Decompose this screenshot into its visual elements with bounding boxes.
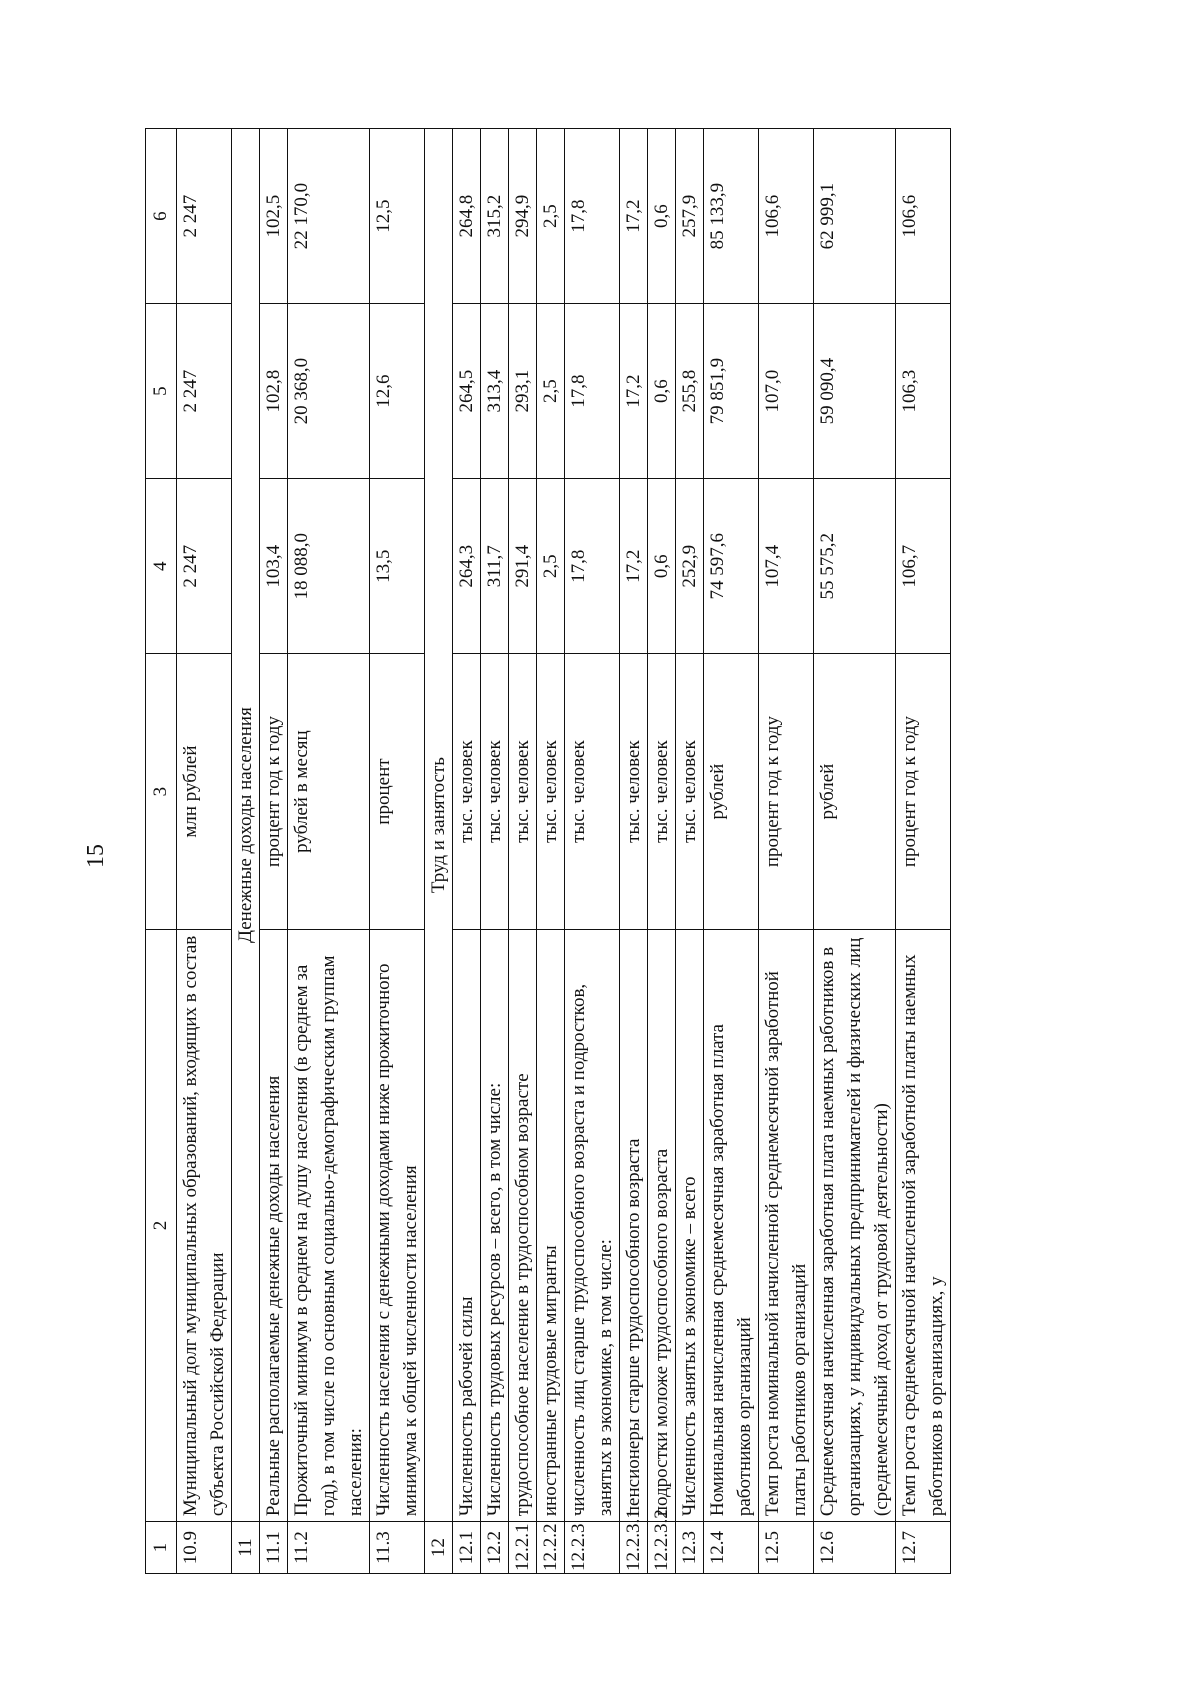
indicator-name-cell: численность лиц старше трудоспособного возраста и подростков, занятых в экономике, в том числе: bbox=[565, 929, 620, 1521]
table-row bbox=[509, 129, 537, 1574]
value-col4-cell: 74 597,6 bbox=[704, 479, 759, 654]
value-col6-cell: 264,8 bbox=[453, 129, 481, 304]
value-col6-cell: 22 170,0 bbox=[288, 129, 370, 304]
indicator-name-cell: трудоспособное население в трудоспособном возрасте bbox=[509, 929, 537, 1521]
table-row bbox=[453, 129, 481, 1574]
indicator-name-cell: Численность населения с денежными доходами ниже прожиточного минимума к общей численности населения bbox=[370, 929, 425, 1521]
unit-cell: тыс. человек bbox=[453, 654, 481, 930]
header-cell-4: 4 bbox=[146, 479, 177, 654]
indicator-name-cell: Темп роста среднемесячной начисленной заработной платы наемных работников в организациях, у bbox=[896, 929, 951, 1521]
value-col5-cell: 102,8 bbox=[260, 304, 288, 479]
value-col6-cell: 0,6 bbox=[648, 129, 676, 304]
row-number-cell: 12.2 bbox=[481, 1522, 509, 1574]
value-col5-cell: 106,3 bbox=[896, 304, 951, 479]
value-col5-cell: 59 090,4 bbox=[814, 304, 896, 479]
value-col6-cell: 315,2 bbox=[481, 129, 509, 304]
value-col6-cell: 2 247 bbox=[177, 129, 232, 304]
table-header-row bbox=[146, 129, 177, 1574]
table-row bbox=[814, 129, 896, 1574]
header-cell-1: 1 bbox=[146, 1522, 177, 1574]
unit-cell: рублей bbox=[704, 654, 759, 930]
header-cell-2: 2 bbox=[146, 929, 177, 1521]
value-col6-cell: 85 133,9 bbox=[704, 129, 759, 304]
table-row bbox=[759, 129, 814, 1574]
value-col4-cell: 291,4 bbox=[509, 479, 537, 654]
value-col4-cell: 2,5 bbox=[537, 479, 565, 654]
row-number-cell: 11.2 bbox=[288, 1522, 370, 1574]
unit-cell: тыс. человек bbox=[509, 654, 537, 930]
rotated-table-container bbox=[145, 128, 1079, 1574]
unit-cell: тыс. человек bbox=[676, 654, 704, 930]
header-cell-6: 6 bbox=[146, 129, 177, 304]
table-row bbox=[177, 129, 232, 1574]
value-col5-cell: 79 851,9 bbox=[704, 304, 759, 479]
value-col4-cell: 17,2 bbox=[620, 479, 648, 654]
row-number-cell: 12.2.2 bbox=[537, 1522, 565, 1574]
value-col5-cell: 107,0 bbox=[759, 304, 814, 479]
value-col4-cell: 2 247 bbox=[177, 479, 232, 654]
row-number-cell: 12.2.3.1 bbox=[620, 1522, 648, 1574]
value-col6-cell: 102,5 bbox=[260, 129, 288, 304]
unit-cell: процент год к году bbox=[260, 654, 288, 930]
row-number-cell: 12.2.3 bbox=[565, 1522, 620, 1574]
value-col6-cell: 106,6 bbox=[896, 129, 951, 304]
value-col4-cell: 13,5 bbox=[370, 479, 425, 654]
unit-cell: тыс. человек bbox=[565, 654, 620, 930]
value-col5-cell: 2,5 bbox=[537, 304, 565, 479]
unit-cell: тыс. человек bbox=[481, 654, 509, 930]
section-title-cell: Труд и занятость bbox=[425, 129, 453, 1522]
table-row bbox=[676, 129, 704, 1574]
value-col5-cell: 17,2 bbox=[620, 304, 648, 479]
section-row bbox=[232, 129, 260, 1574]
value-col4-cell: 264,3 bbox=[453, 479, 481, 654]
unit-cell: процент bbox=[370, 654, 425, 930]
row-number-cell: 12.2.1 bbox=[509, 1522, 537, 1574]
value-col5-cell: 313,4 bbox=[481, 304, 509, 479]
row-number-cell: 12.2.3.2 bbox=[648, 1522, 676, 1574]
header-cell-5: 5 bbox=[146, 304, 177, 479]
indicators-table bbox=[145, 128, 951, 1574]
table-row bbox=[620, 129, 648, 1574]
section-number-cell: 12 bbox=[425, 1522, 453, 1574]
table-row bbox=[260, 129, 288, 1574]
page-number: 15 bbox=[83, 844, 109, 868]
unit-cell: процент год к году bbox=[759, 654, 814, 930]
row-number-cell: 12.6 bbox=[814, 1522, 896, 1574]
section-number-cell: 11 bbox=[232, 1522, 260, 1574]
row-number-cell: 12.1 bbox=[453, 1522, 481, 1574]
value-col5-cell: 12,6 bbox=[370, 304, 425, 479]
value-col4-cell: 311,7 bbox=[481, 479, 509, 654]
table-row bbox=[537, 129, 565, 1574]
unit-cell: процент год к году bbox=[896, 654, 951, 930]
value-col6-cell: 17,2 bbox=[620, 129, 648, 304]
value-col4-cell: 18 088,0 bbox=[288, 479, 370, 654]
value-col5-cell: 17,8 bbox=[565, 304, 620, 479]
table-row bbox=[896, 129, 951, 1574]
value-col4-cell: 55 575,2 bbox=[814, 479, 896, 654]
value-col4-cell: 103,4 bbox=[260, 479, 288, 654]
table-body bbox=[146, 129, 951, 1574]
unit-cell: тыс. человек bbox=[537, 654, 565, 930]
row-number-cell: 12.3 bbox=[676, 1522, 704, 1574]
unit-cell: млн рублей bbox=[177, 654, 232, 930]
indicator-name-cell: Численность рабочей силы bbox=[453, 929, 481, 1521]
value-col4-cell: 17,8 bbox=[565, 479, 620, 654]
value-col6-cell: 2,5 bbox=[537, 129, 565, 304]
value-col6-cell: 17,8 bbox=[565, 129, 620, 304]
value-col6-cell: 12,5 bbox=[370, 129, 425, 304]
table-row bbox=[704, 129, 759, 1574]
indicator-name-cell: Прожиточный минимум в среднем на душу населения (в среднем за год), в том числе по основным социально-демографическим группам населения: bbox=[288, 929, 370, 1521]
value-col4-cell: 252,9 bbox=[676, 479, 704, 654]
value-col5-cell: 293,1 bbox=[509, 304, 537, 479]
table-row bbox=[370, 129, 425, 1574]
value-col6-cell: 62 999,1 bbox=[814, 129, 896, 304]
header-cell-3: 3 bbox=[146, 654, 177, 930]
indicator-name-cell: пенсионеры старше трудоспособного возраста bbox=[620, 929, 648, 1521]
table-row bbox=[648, 129, 676, 1574]
value-col5-cell: 255,8 bbox=[676, 304, 704, 479]
indicator-name-cell: Номинальная начисленная среднемесячная заработная плата работников организаций bbox=[704, 929, 759, 1521]
indicator-name-cell: Численность занятых в экономике – всего bbox=[676, 929, 704, 1521]
value-col6-cell: 106,6 bbox=[759, 129, 814, 304]
value-col4-cell: 106,7 bbox=[896, 479, 951, 654]
row-number-cell: 12.5 bbox=[759, 1522, 814, 1574]
indicator-name-cell: Темп роста номинальной начисленной среднемесячной заработной платы работников организаций bbox=[759, 929, 814, 1521]
row-number-cell: 11.1 bbox=[260, 1522, 288, 1574]
value-col4-cell: 107,4 bbox=[759, 479, 814, 654]
table-row bbox=[565, 129, 620, 1574]
table-row bbox=[481, 129, 509, 1574]
indicator-name-cell: Реальные располагаемые денежные доходы населения bbox=[260, 929, 288, 1521]
indicator-name-cell: Численность трудовых ресурсов – всего, в том числе: bbox=[481, 929, 509, 1521]
indicator-name-cell: иностранные трудовые мигранты bbox=[537, 929, 565, 1521]
value-col6-cell: 257,9 bbox=[676, 129, 704, 304]
value-col5-cell: 0,6 bbox=[648, 304, 676, 479]
row-number-cell: 11.3 bbox=[370, 1522, 425, 1574]
value-col4-cell: 0,6 bbox=[648, 479, 676, 654]
unit-cell: тыс. человек bbox=[648, 654, 676, 930]
indicator-name-cell: Муниципальный долг муниципальных образований, входящих в состав субъекта Российской Федерации bbox=[177, 929, 232, 1521]
row-number-cell: 12.7 bbox=[896, 1522, 951, 1574]
indicator-name-cell: подростки моложе трудоспособного возраста bbox=[648, 929, 676, 1521]
section-row bbox=[425, 129, 453, 1574]
table-row bbox=[288, 129, 370, 1574]
unit-cell: рублей bbox=[814, 654, 896, 930]
section-title-cell: Денежные доходы населения bbox=[232, 129, 260, 1522]
unit-cell: рублей в месяц bbox=[288, 654, 370, 930]
value-col6-cell: 294,9 bbox=[509, 129, 537, 304]
value-col5-cell: 264,5 bbox=[453, 304, 481, 479]
row-number-cell: 12.4 bbox=[704, 1522, 759, 1574]
indicator-name-cell: Среднемесячная начисленная заработная плата наемных работников в организациях, у индивидуальных предпринимателей и физических лиц (среднемесячный доход от трудовой деятельности) bbox=[814, 929, 896, 1521]
unit-cell: тыс. человек bbox=[620, 654, 648, 930]
row-number-cell: 10.9 bbox=[177, 1522, 232, 1574]
value-col5-cell: 2 247 bbox=[177, 304, 232, 479]
value-col5-cell: 20 368,0 bbox=[288, 304, 370, 479]
